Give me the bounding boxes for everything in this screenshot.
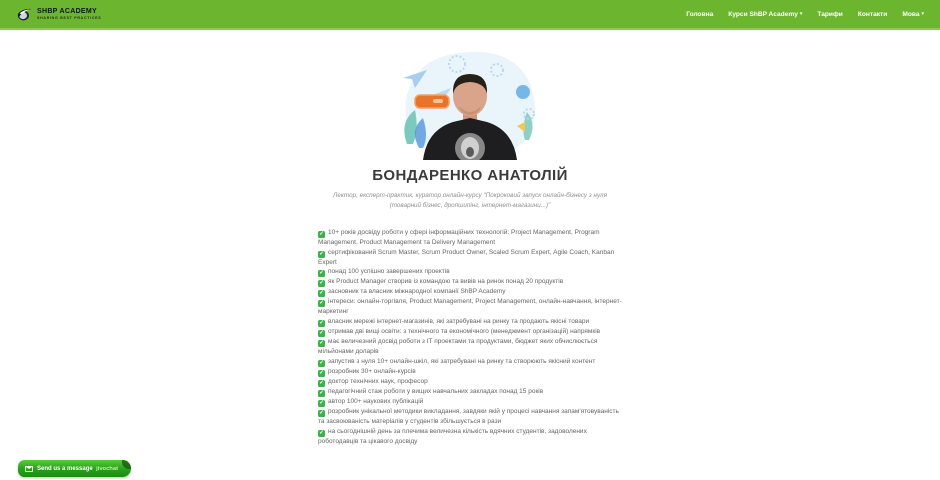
list-item: [318, 367, 622, 377]
list-item: [318, 317, 622, 327]
logo-tagline: SHARING BEST PRACTICES: [37, 15, 102, 20]
lecturer-subtitle: Лектор, експерт-практик, куратор онлайн-курсу "Покроковий запуск онлайн-бізнесу з нуля (товарний бізнес, дропшипінг, інтернет-магазини...)": [333, 192, 607, 210]
chat-widget-button[interactable]: [18, 460, 131, 477]
list-item: [318, 287, 622, 297]
checkmark-icon: ✓: [319, 429, 324, 436]
logo-text: [37, 8, 101, 21]
list-item: [318, 397, 622, 407]
shbp-logo-icon: [16, 7, 33, 22]
checkmark-icon: ✓: [319, 250, 324, 257]
checkmark-icon: ✓: [319, 320, 324, 326]
list-item: [318, 248, 622, 268]
site-logo[interactable]: [16, 7, 101, 22]
lecturer-photo: [379, 48, 561, 160]
fact-text: засновник та власник міжнародної компанії ShBP Academy: [328, 288, 506, 296]
fact-text: запустив з нуля 10+ онлайн-шкіл, які затребувані на ринку та створюють якісний контент: [328, 357, 596, 365]
nav-item[interactable]: [858, 11, 888, 18]
lecturer-section: [318, 167, 622, 446]
checkmark-icon: ✓: [319, 290, 324, 297]
fact-text: 10+ років досвіду роботи у сфері інформаційних технологій: Project Management, Program Management, Product Management та Delivery Management: [318, 228, 600, 246]
nav-item-label: Мова: [902, 10, 920, 18]
list-item: [318, 337, 622, 357]
fact-text: розробник унікальної методики викладання, завдяки якій у процесі навчання запам'ятовуваність та засвоюваність матеріалів у студентів збільшується в рази: [318, 407, 619, 425]
checkmark-icon: ✓: [319, 389, 324, 396]
nav-item[interactable]: [902, 11, 924, 18]
fact-text: на сьогоднішній день за плечима величезна кількість вдячних студентів, задоволених роботодавців та цікавого досвіду: [318, 427, 587, 445]
fact-text: доктор технічних наук, професор: [328, 377, 428, 385]
fact-text: автор 100+ наукових публікацій: [328, 397, 424, 405]
fact-text: власник мережі інтернет-магазинів, які затребувані на ринку та продають якісні товари: [328, 318, 590, 325]
checkmark-icon: ✓: [319, 230, 324, 237]
checkmark-icon: ✓: [319, 280, 324, 287]
checkmark-icon: ✓: [319, 409, 324, 416]
fact-text: понад 100 успішно завершених проектів: [328, 268, 450, 276]
checkmark-icon: ✓: [319, 300, 324, 307]
fact-text: отримав дві вищі освіти: з технічного та економічного (менеджмент організацій) напрямків: [328, 328, 601, 335]
fact-text: педагогічний стаж роботи у вищих навчальних закладах понад 15 років: [328, 387, 544, 395]
list-item: [318, 267, 622, 277]
list-item: [318, 228, 622, 248]
fact-text: сертифікований Scrum Master, Scrum Product Owner, Scaled Scrum Expert, Agile Coach, Kanban Expert: [318, 248, 615, 266]
checkmark-icon: ✓: [319, 330, 324, 336]
checkmark-icon: ✓: [319, 369, 324, 376]
list-item: [318, 327, 622, 337]
checkmark-icon: ✓: [319, 340, 324, 346]
list-item: [318, 357, 622, 367]
lecturer-photo-image: [379, 48, 561, 160]
list-item: [318, 407, 622, 427]
list-item: [318, 387, 622, 397]
jivochat-brand: jivochat: [96, 465, 118, 472]
chat-widget-label: Send us a message: [37, 465, 93, 472]
list-item: [318, 277, 622, 287]
checkmark-icon: ✓: [319, 270, 324, 277]
checkmark-icon: ✓: [319, 379, 324, 386]
main-nav: [686, 11, 924, 18]
logo-title: SHBP ACADEMY: [37, 7, 97, 15]
envelope-icon: [25, 466, 33, 472]
nav-item[interactable]: [728, 11, 802, 18]
fact-text: інтереси: онлайн-торгівля, Product Management, Project Management, онлайн-навчання, інтернет-маркетинг: [318, 298, 622, 316]
nav-item-label: Головна: [686, 10, 714, 18]
nav-item-label: Контакти: [857, 10, 888, 18]
fact-text: має величезний досвід роботи з ІТ проектами та продуктами, бюджет яких обчислюється мільйонами доларів: [318, 338, 598, 355]
nav-item[interactable]: [817, 11, 842, 18]
list-item: [318, 377, 622, 387]
nav-item-label: Тарифи: [817, 10, 843, 18]
chevron-down-icon: ▾: [921, 11, 924, 17]
chevron-down-icon: ▾: [799, 11, 803, 17]
nav-item-label: Курси ShBP Academy: [728, 10, 798, 18]
fact-text: як Product Manager створив із командою та вивів на ринок понад 20 продуктів: [328, 278, 564, 286]
site-header: [0, 0, 940, 30]
lecturer-facts-list: [318, 228, 622, 447]
nav-item[interactable]: [686, 11, 713, 18]
checkmark-icon: ✓: [319, 399, 324, 406]
fact-text: розробник 30+ онлайн-курсів: [328, 367, 416, 375]
page-title: БОНДАРЕНКО АНАТОЛІЙ: [372, 167, 568, 184]
list-item: [318, 297, 622, 317]
checkmark-icon: ✓: [319, 359, 324, 366]
list-item: [318, 427, 622, 447]
